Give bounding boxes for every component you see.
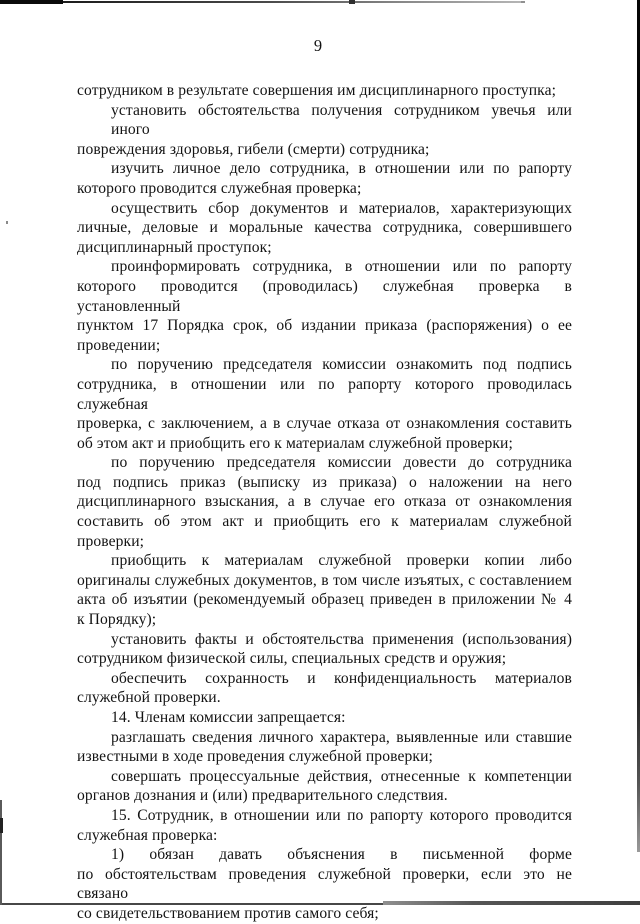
text-line: сотрудником в результате совершения им дисциплинарного проступка; [77, 82, 557, 99]
text-line: по обстоятельствам проведения служебной проверки, если это не связано [77, 865, 572, 903]
text-line: 15. Сотрудник, в отношении или по рапорту которого проводится [111, 806, 572, 824]
text-line: которого проводится (проводилась) служебная проверка в установленный [77, 277, 572, 315]
text-line: служебной проверки. [77, 689, 221, 707]
text-line: осуществить сбор документов и материалов, характеризующих [111, 199, 572, 217]
paragraph [77, 767, 572, 806]
text-line: обеспечить сохранность и конфиденциальность материалов [111, 669, 572, 687]
paragraph [77, 355, 572, 453]
text-line: проинформировать сотрудника, в отношении или по рапорту [111, 258, 572, 276]
paragraph [77, 845, 572, 923]
text-line: пунктом 17 Порядка срок, об издании приказа (распоряжения) о ее [77, 317, 572, 335]
text-line: проверка, с заключением, а в случае отказа от ознакомления составить [77, 415, 572, 433]
paragraph [77, 708, 572, 728]
text-line: дисциплинарный проступок; [77, 238, 272, 256]
paragraph [77, 630, 572, 669]
scan-artifact-top-edge-mark [349, 0, 355, 4]
text-line: личные, деловые и моральные качества сотрудника, совершившего [77, 219, 572, 237]
text-line: по поручению председателя комиссии довести до сотрудника [111, 454, 572, 472]
text-line: которого проводится служебная проверка; [77, 179, 362, 197]
text-line: повреждения здоровья, гибели (смерти) сотрудника; [77, 140, 430, 158]
text-line: к Порядку); [77, 611, 157, 629]
paragraph [77, 669, 572, 708]
scan-artifact-top-edge-line [63, 1, 521, 3]
paragraph [77, 551, 572, 629]
document-text [77, 81, 572, 924]
paragraph [77, 453, 572, 551]
text-line: 14. Членам комиссии запрещается: [111, 709, 346, 726]
text-line: сотрудника, в отношении или по рапорту которого проводилась служебная [77, 375, 572, 413]
text-line: сотрудником физической силы, специальных средств и оружия; [77, 650, 507, 668]
text-line: дисциплинарного взыскания, а в случае его отказа от ознакомления [77, 493, 572, 511]
text-line: известными в ходе проведения служебной проверки; [77, 748, 433, 766]
text-line: проведении; [77, 336, 161, 354]
scan-artifact-top-edge-dot [521, 1, 525, 3]
text-line: по поручению председателя комиссии ознакомить под подпись [111, 356, 572, 374]
page-number: 9 [313, 36, 323, 55]
text-line: составить об этом акт и приобщить его к материалам служебной проверки; [77, 513, 572, 550]
paragraph [77, 159, 572, 198]
text-line: служебная проверка: [77, 826, 218, 844]
scan-artifact-right-edge-line [637, 0, 640, 852]
paragraph [77, 81, 572, 101]
paragraph [77, 806, 572, 845]
paragraph [77, 257, 572, 355]
text-line: под подпись приказ (выписку из приказа) о наложении на него [77, 473, 572, 491]
scan-artifact-speck [6, 221, 8, 224]
text-line: акта об изъятии (рекомендуемый образец приведен в приложении № 4 [77, 591, 572, 609]
text-line: изучить личное дело сотрудника, в отношении или по рапорту [111, 160, 572, 178]
text-line: со свидетельствованием против самого себя; [77, 904, 379, 922]
text-line: органов дознания и (или) предварительного следствия. [77, 787, 448, 805]
text-line: приобщить к материалам служебной проверки копии либо [111, 552, 572, 570]
text-line: установить обстоятельства получения сотрудником увечья или иного [111, 101, 572, 139]
scan-artifact-top-edge-thick [0, 0, 63, 4]
scan-artifact-left-edge-dash [0, 818, 3, 833]
text-line: совершать процессуальные действия, отнесенные к компетенции [111, 767, 572, 785]
paragraph [77, 728, 572, 767]
text-line: установить факты и обстоятельства применения (использования) [111, 630, 572, 648]
text-line: оригиналы служебных документов, в том числе изъятых, с составлением [77, 571, 572, 589]
text-line: 1) обязан давать объяснения в письменной форме [111, 846, 572, 864]
text-line: разглашать сведения личного характера, выявленные или ставшие [111, 728, 572, 746]
text-line: об этом акт и приобщить его к материалам служебной проверки; [77, 434, 513, 452]
paragraph [77, 101, 572, 160]
scan-artifact-left-edge-line [0, 800, 2, 905]
paragraph [77, 199, 572, 258]
